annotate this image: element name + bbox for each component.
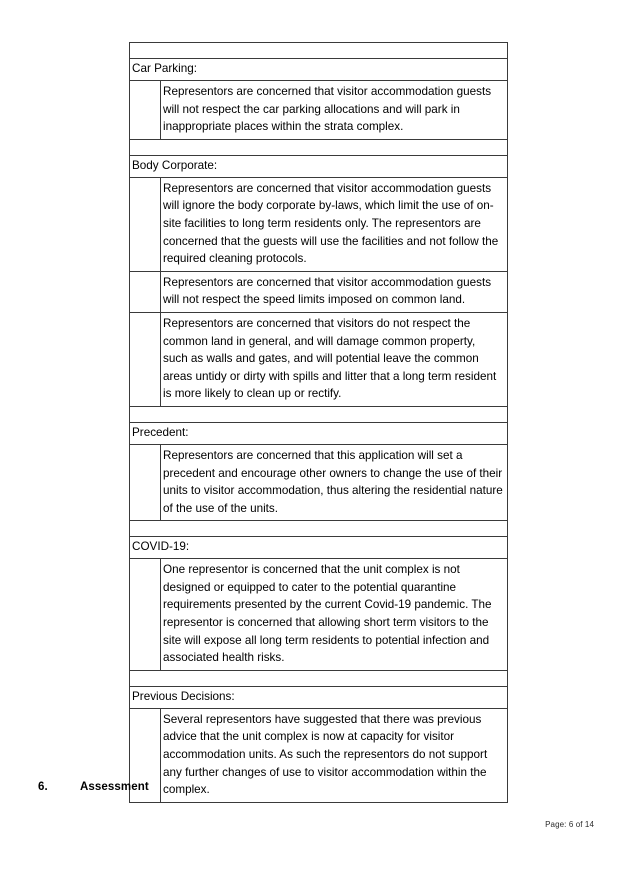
table-body-row xyxy=(130,444,508,520)
table-indent-cell xyxy=(130,444,161,520)
table-spacer-cell xyxy=(130,521,508,537)
table-paragraph-text: Representors are concerned that visitor accommodation guests will not respect the speed limits imposed on common land. xyxy=(163,275,492,307)
table-paragraph-text: Representors are concerned that visitors do not respect the common land in general, and will damage common property, such as walls and gates, and will potential leave the common areas untidy or dirty with spills and litter that a long term resident is more likely to clean up or rectify. xyxy=(163,316,497,401)
table-body-row xyxy=(130,81,508,140)
table-paragraph-cell xyxy=(161,708,508,802)
section-number: 6. xyxy=(38,781,48,793)
table-heading-cell xyxy=(130,686,508,708)
table-body-row xyxy=(130,312,508,406)
table-paragraph-cell xyxy=(161,271,508,312)
table-heading-row xyxy=(130,422,508,444)
table-heading-row xyxy=(130,686,508,708)
table-heading-cell xyxy=(130,422,508,444)
table-body-row xyxy=(130,559,508,671)
table-heading-text: Previous Decisions: xyxy=(132,689,235,703)
table-heading-text: Body Corporate: xyxy=(132,158,218,172)
table-indent-cell xyxy=(130,271,161,312)
table-paragraph-text: Several representors have suggested that there was previous advice that the unit complex is now at capacity for visitor accommodation units. As such the representors do not support any further changes of use to visitor accommodation within the complex. xyxy=(163,712,488,797)
table-spacer-row xyxy=(130,521,508,537)
table-spacer-row xyxy=(130,139,508,155)
table-paragraph-cell xyxy=(161,312,508,406)
table-spacer-row xyxy=(130,43,508,59)
section-title: Assessment xyxy=(80,781,149,793)
table-indent-cell xyxy=(130,81,161,140)
table-spacer-cell xyxy=(130,139,508,155)
table-paragraph-text: Representors are concerned that visitor accommodation guests will not respect the car parking allocations and will park in inappropriate places within the strata complex. xyxy=(163,85,492,134)
table-spacer-cell xyxy=(130,43,508,59)
table-heading-cell xyxy=(130,155,508,177)
table-paragraph-cell xyxy=(161,81,508,140)
table-indent-cell xyxy=(130,559,161,671)
table-paragraph-text: One representor is concerned that the unit complex is not designed or equipped to cater to the potential quarantine requirements presented by the current Covid-19 pandemic. The representor is concerned that allowing short term visitors to the site will expose all long term residents to potential infection and associated health risks. xyxy=(163,563,492,665)
table-indent-cell xyxy=(130,312,161,406)
table-heading-row xyxy=(130,537,508,559)
table-paragraph-text: Representors are concerned that this application will set a precedent and encourage other owners to change the use of their units to visitor accommodation, thus altering the residential nature of the use of the units. xyxy=(163,448,503,515)
table-heading-text: Precedent: xyxy=(132,425,189,439)
table-spacer-cell xyxy=(130,670,508,686)
table-paragraph-cell xyxy=(161,444,508,520)
table-heading-cell xyxy=(130,59,508,81)
table-paragraph-text: Representors are concerned that visitor accommodation guests will ignore the body corporate by-laws, which limit the use of on-site facilities to long term residents only. The representors are concerned that the guests will use the facilities and not follow the required cleaning protocols. xyxy=(163,181,499,266)
table-body-row xyxy=(130,177,508,271)
table-paragraph-cell xyxy=(161,177,508,271)
table-paragraph-cell xyxy=(161,559,508,671)
table-heading-text: Car Parking: xyxy=(132,62,197,75)
table-body-row xyxy=(130,708,508,802)
representations-table xyxy=(129,42,508,803)
table-body-row xyxy=(130,271,508,312)
table-heading-text: COVID-19: xyxy=(132,540,190,554)
table-spacer-row xyxy=(130,670,508,686)
table-heading-cell xyxy=(130,537,508,559)
table-indent-cell xyxy=(130,177,161,271)
table-spacer-row xyxy=(130,406,508,422)
table-heading-row xyxy=(130,59,508,81)
representations-table-body xyxy=(130,43,508,803)
section-heading xyxy=(38,781,149,793)
page-number-footer: Page: 6 of 14 xyxy=(545,820,594,829)
table-spacer-cell xyxy=(130,406,508,422)
table-heading-row xyxy=(130,155,508,177)
